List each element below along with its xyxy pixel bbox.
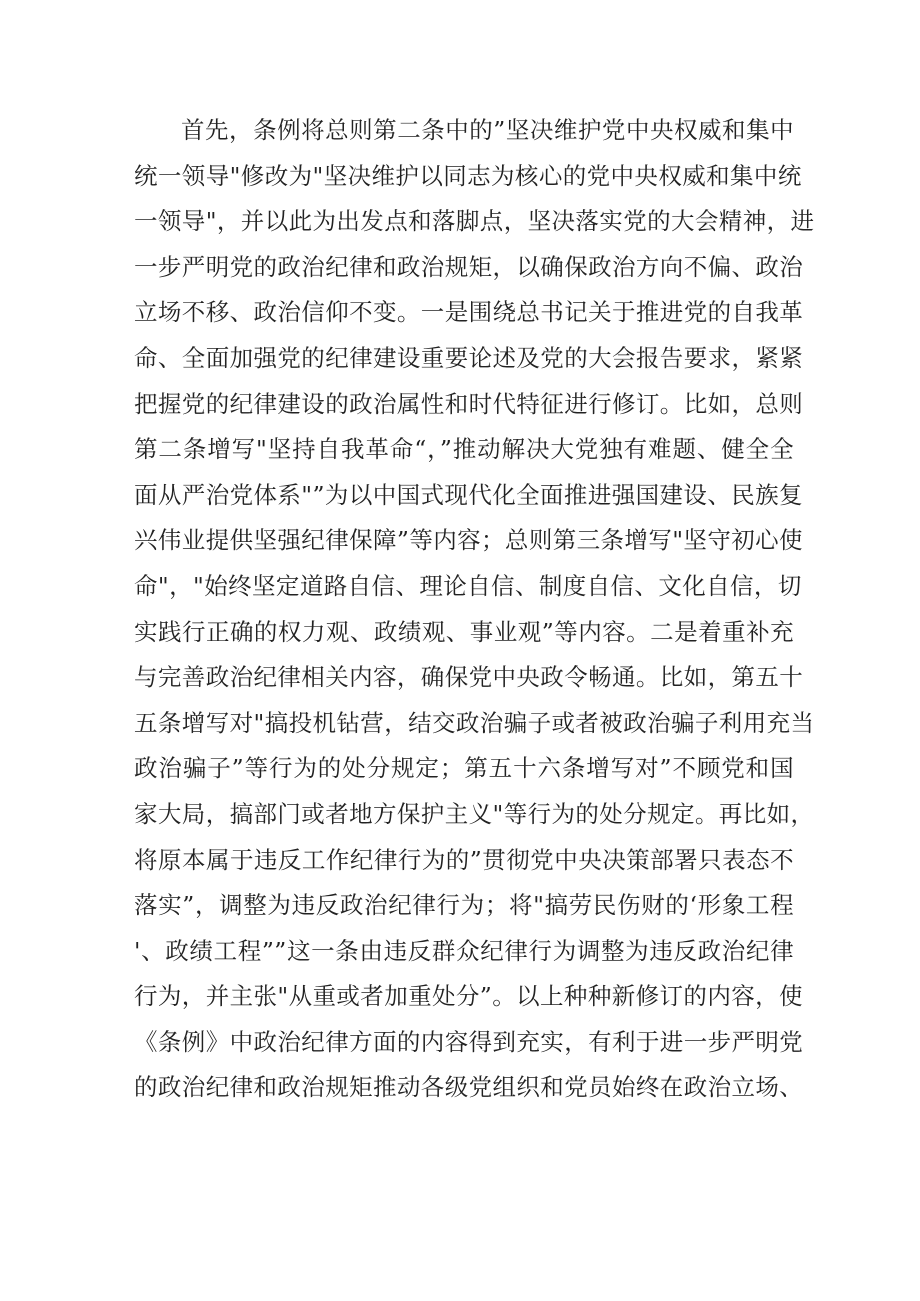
paragraph-line-12: 实践行正确的权力观、政绩观、事业观”等内容。二是着重补充	[134, 617, 794, 646]
paragraph-line-21: 《条例》中政治纪律方面的内容得到充实，有利于进一步严明党	[134, 1027, 804, 1056]
paragraph-line-20: 行为，并主张"从重或者加重处分”。以上种种新修订的内容，使	[134, 982, 803, 1011]
paragraph-line-14: 五条增写对"搞投机钻营，结交政治骗子或者被政治骗子利用充当	[134, 708, 815, 737]
paragraph-line-13: 与完善政治纪律相关内容，确保党中央政令畅通。比如，第五十	[134, 663, 804, 692]
paragraph-line-15: 政治骗子”等行为的处分规定；第五十六条增写对”不顾党和国	[134, 754, 794, 783]
paragraph-line-18: 落实”，调整为违反政治纪律行为；将"搞劳民伤财的‘形象工程	[134, 891, 794, 920]
paragraph-line-16: 家大局，搞部门或者地方保护主义"等行为的处分规定。再比如，	[134, 799, 815, 828]
body-paragraph	[134, 108, 815, 1111]
paragraph-line-7: 把握党的纪律建设的政治属性和时代特征进行修订。比如，总则	[134, 389, 804, 418]
paragraph-line-8: 第二条增写"坚持自我革命“，”推动解决大党独有难题、健全全	[134, 435, 794, 464]
paragraph-line-6: 命、全面加强党的纪律建设重要论述及党的大会报告要求，紧紧	[134, 343, 804, 372]
paragraph-line-10: 兴伟业提供坚强纪律保障”等内容；总则第三条增写"坚守初心使	[134, 526, 803, 555]
paragraph-line-2: 统一领导"修改为"坚决维护以同志为核心的党中央权威和集中统	[134, 161, 802, 190]
paragraph-line-19: '、政绩工程””这一条由违反群众纪律行为调整为违反政治纪律	[134, 936, 794, 965]
paragraph-line-17: 将原本属于违反工作纪律行为的”贯彻党中央决策部署只表态不	[134, 845, 794, 874]
paragraph-line-11: 命"，"始终坚定道路自信、理论自信、制度自信、文化自信，切	[134, 571, 802, 600]
paragraph-line-1: 首先，条例将总则第二条中的”坚决维护党中央权威和集中	[181, 116, 794, 144]
paragraph-line-3: 一领导"，并以此为出发点和落脚点，坚决落实党的大会精神，进	[134, 207, 815, 236]
paragraph-line-4: 一步严明党的政治纪律和政治规矩，以确保政治方向不偏、政治	[134, 252, 804, 281]
paragraph-line-5: 立场不移、政治信仰不变。一是围绕总书记关于推进党的自我革	[134, 298, 804, 327]
paragraph-line-9: 面从严治党体系"”为以中国式现代化全面推进强国建设、民族复	[134, 480, 803, 509]
paragraph-line-22: 的政治纪律和政治规矩推动各级党组织和党员始终在政治立场、	[134, 1073, 804, 1102]
